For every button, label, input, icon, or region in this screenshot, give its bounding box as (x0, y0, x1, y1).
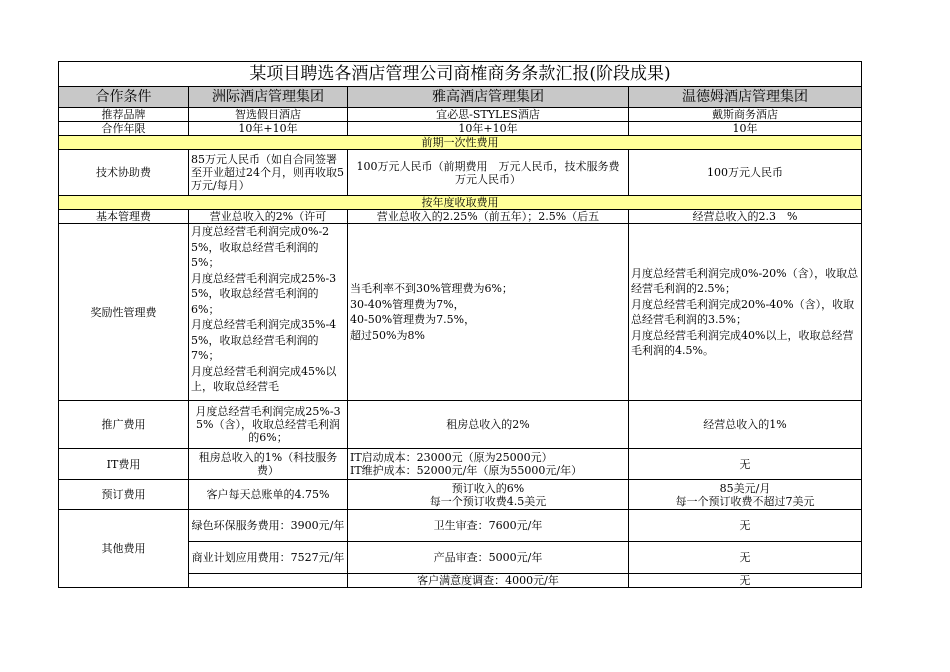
cell-other-3-3: 无 (629, 574, 862, 588)
cell-other-2-1: 商业计划应用费用：7527元/年 (189, 542, 348, 574)
cell-other-1-2: 卫生审查：7600元/年 (348, 510, 629, 542)
row-other-1 (59, 510, 862, 542)
label-brand: 推荐品牌 (59, 108, 189, 122)
booking-3-line: 每一个预订收费不超过7美元 (675, 494, 815, 508)
cell-base-fee-3: 经营总收入的2.3 % (629, 210, 862, 224)
header-wyndham: 温德姆酒店管理集团 (629, 87, 862, 108)
label-promo: 推广费用 (59, 401, 189, 449)
cell-tech-fee-3: 100万元人民币 (629, 150, 862, 196)
cell-term-3: 10年 (629, 122, 862, 136)
cell-promo-1: 月度总经营毛利润完成25%-35%（含），收取总经营毛利润的6%； (189, 401, 348, 449)
label-booking: 预订费用 (59, 480, 189, 510)
label-incentive: 奖励性管理费 (59, 224, 189, 401)
row-brand (59, 108, 862, 122)
label-term: 合作年限 (59, 122, 189, 136)
cell-brand-1: 智选假日酒店 (189, 108, 348, 122)
booking-3-line: 85美元/月 (719, 481, 771, 495)
row-booking (59, 480, 862, 510)
table-title: 某项目聘选各酒店管理公司商榷商务条款汇报(阶段成果) (59, 62, 862, 87)
incentive-1-line: 月度总经营毛利润完成45%以上，收取总经营毛 (191, 364, 337, 393)
it-startup-cost: IT启动成本：23000元（原为25000元） (350, 451, 553, 464)
incentive-2-line: 超过50%为8% (350, 328, 425, 342)
cell-promo-3: 经营总收入的1% (629, 401, 862, 449)
cell-booking-1: 客户每天总账单的4.75% (189, 480, 348, 510)
header-row (59, 87, 862, 108)
incentive-1-line: 月度总经营毛利润完成35%-45%，收取总经营毛利润的7%； (191, 318, 337, 362)
incentive-3-line: 月度总经营毛利润完成0%-20%（含），收取总经营毛利润的2.5%； (631, 266, 859, 295)
cell-it-3: 无 (629, 449, 862, 480)
incentive-2-line: 40-50%管理费为7.5%， (350, 313, 476, 326)
section-annual (59, 196, 862, 210)
row-promo (59, 401, 862, 449)
header-condition: 合作条件 (59, 87, 189, 108)
cell-other-3-2: 客户满意度调查：4000元/年 (348, 574, 629, 588)
cell-other-3-1 (189, 574, 348, 588)
cell-it-2 (348, 449, 629, 480)
row-tech-fee (59, 150, 862, 196)
cell-base-fee-2: 营业总收入的2.25%（前五年）；2.5%（后五 (348, 210, 629, 224)
incentive-2-line: 30-40%管理费为7%， (350, 297, 465, 311)
section-upfront-label: 前期一次性费用 (59, 136, 862, 150)
row-it (59, 449, 862, 480)
row-base-fee (59, 210, 862, 224)
cell-brand-3: 戴斯商务酒店 (629, 108, 862, 122)
cell-booking-3 (629, 480, 862, 510)
cell-tech-fee-2: 100万元人民币（前期费用 万元人民币，技术服务费 万元人民币） (348, 150, 629, 196)
booking-2-line: 预订收入的6% (451, 481, 525, 495)
cell-incentive-2 (348, 224, 629, 401)
label-base-fee: 基本管理费 (59, 210, 189, 224)
label-tech-fee: 技术协助费 (59, 150, 189, 196)
cell-booking-2 (348, 480, 629, 510)
section-annual-label: 按年度收取费用 (59, 196, 862, 210)
cell-incentive-3 (629, 224, 862, 401)
cell-incentive-1 (189, 224, 348, 401)
cell-promo-2: 租房总收入的2% (348, 401, 629, 449)
row-term (59, 122, 862, 136)
terms-table (58, 61, 862, 588)
cell-other-2-3: 无 (629, 542, 862, 574)
booking-2-line: 每一个预订收费4.5美元 (429, 494, 547, 508)
incentive-1-line: 月度总经营毛利润完成0%-25%，收取总经营毛利润的5%； (191, 225, 330, 269)
cell-term-2: 10年+10年 (348, 122, 629, 136)
incentive-3-line: 月度总经营毛利润完成20%-40%（含），收取总经营毛利润的3.5%； (631, 297, 855, 326)
incentive-1-line: 月度总经营毛利润完成25%-35%，收取总经营毛利润的6%； (191, 271, 337, 316)
cell-base-fee-1: 营业总收入的2%（许可 (189, 210, 348, 224)
cell-it-1: 租房总收入的1%（科技服务费） (189, 449, 348, 480)
incentive-3-line: 月度总经营毛利润完成40%以上，收取总经营毛利润的4.5%。 (631, 328, 854, 357)
label-it: IT费用 (59, 449, 189, 480)
cell-tech-fee-1: 85万元人民币（如自合同签署至开业超过24个月，则再收取5万元/每月） (189, 150, 348, 196)
cell-brand-2: 宜必思-STYLES酒店 (348, 108, 629, 122)
cell-other-1-1: 绿色环保服务费用：3900元/年 (189, 510, 348, 542)
section-upfront (59, 136, 862, 150)
cell-other-1-3: 无 (629, 510, 862, 542)
cell-term-1: 10年+10年 (189, 122, 348, 136)
it-maintenance-cost: IT维护成本：52000元/年（原为55000元/年） (350, 464, 583, 477)
header-intercontinental: 洲际酒店管理集团 (189, 87, 348, 108)
cell-other-2-2: 产品审查：5000元/年 (348, 542, 629, 574)
incentive-2-line: 当毛利率不到30%管理费为6%； (350, 282, 513, 295)
label-other: 其他费用 (59, 510, 189, 588)
header-accor: 雅高酒店管理集团 (348, 87, 629, 108)
row-incentive (59, 224, 862, 401)
